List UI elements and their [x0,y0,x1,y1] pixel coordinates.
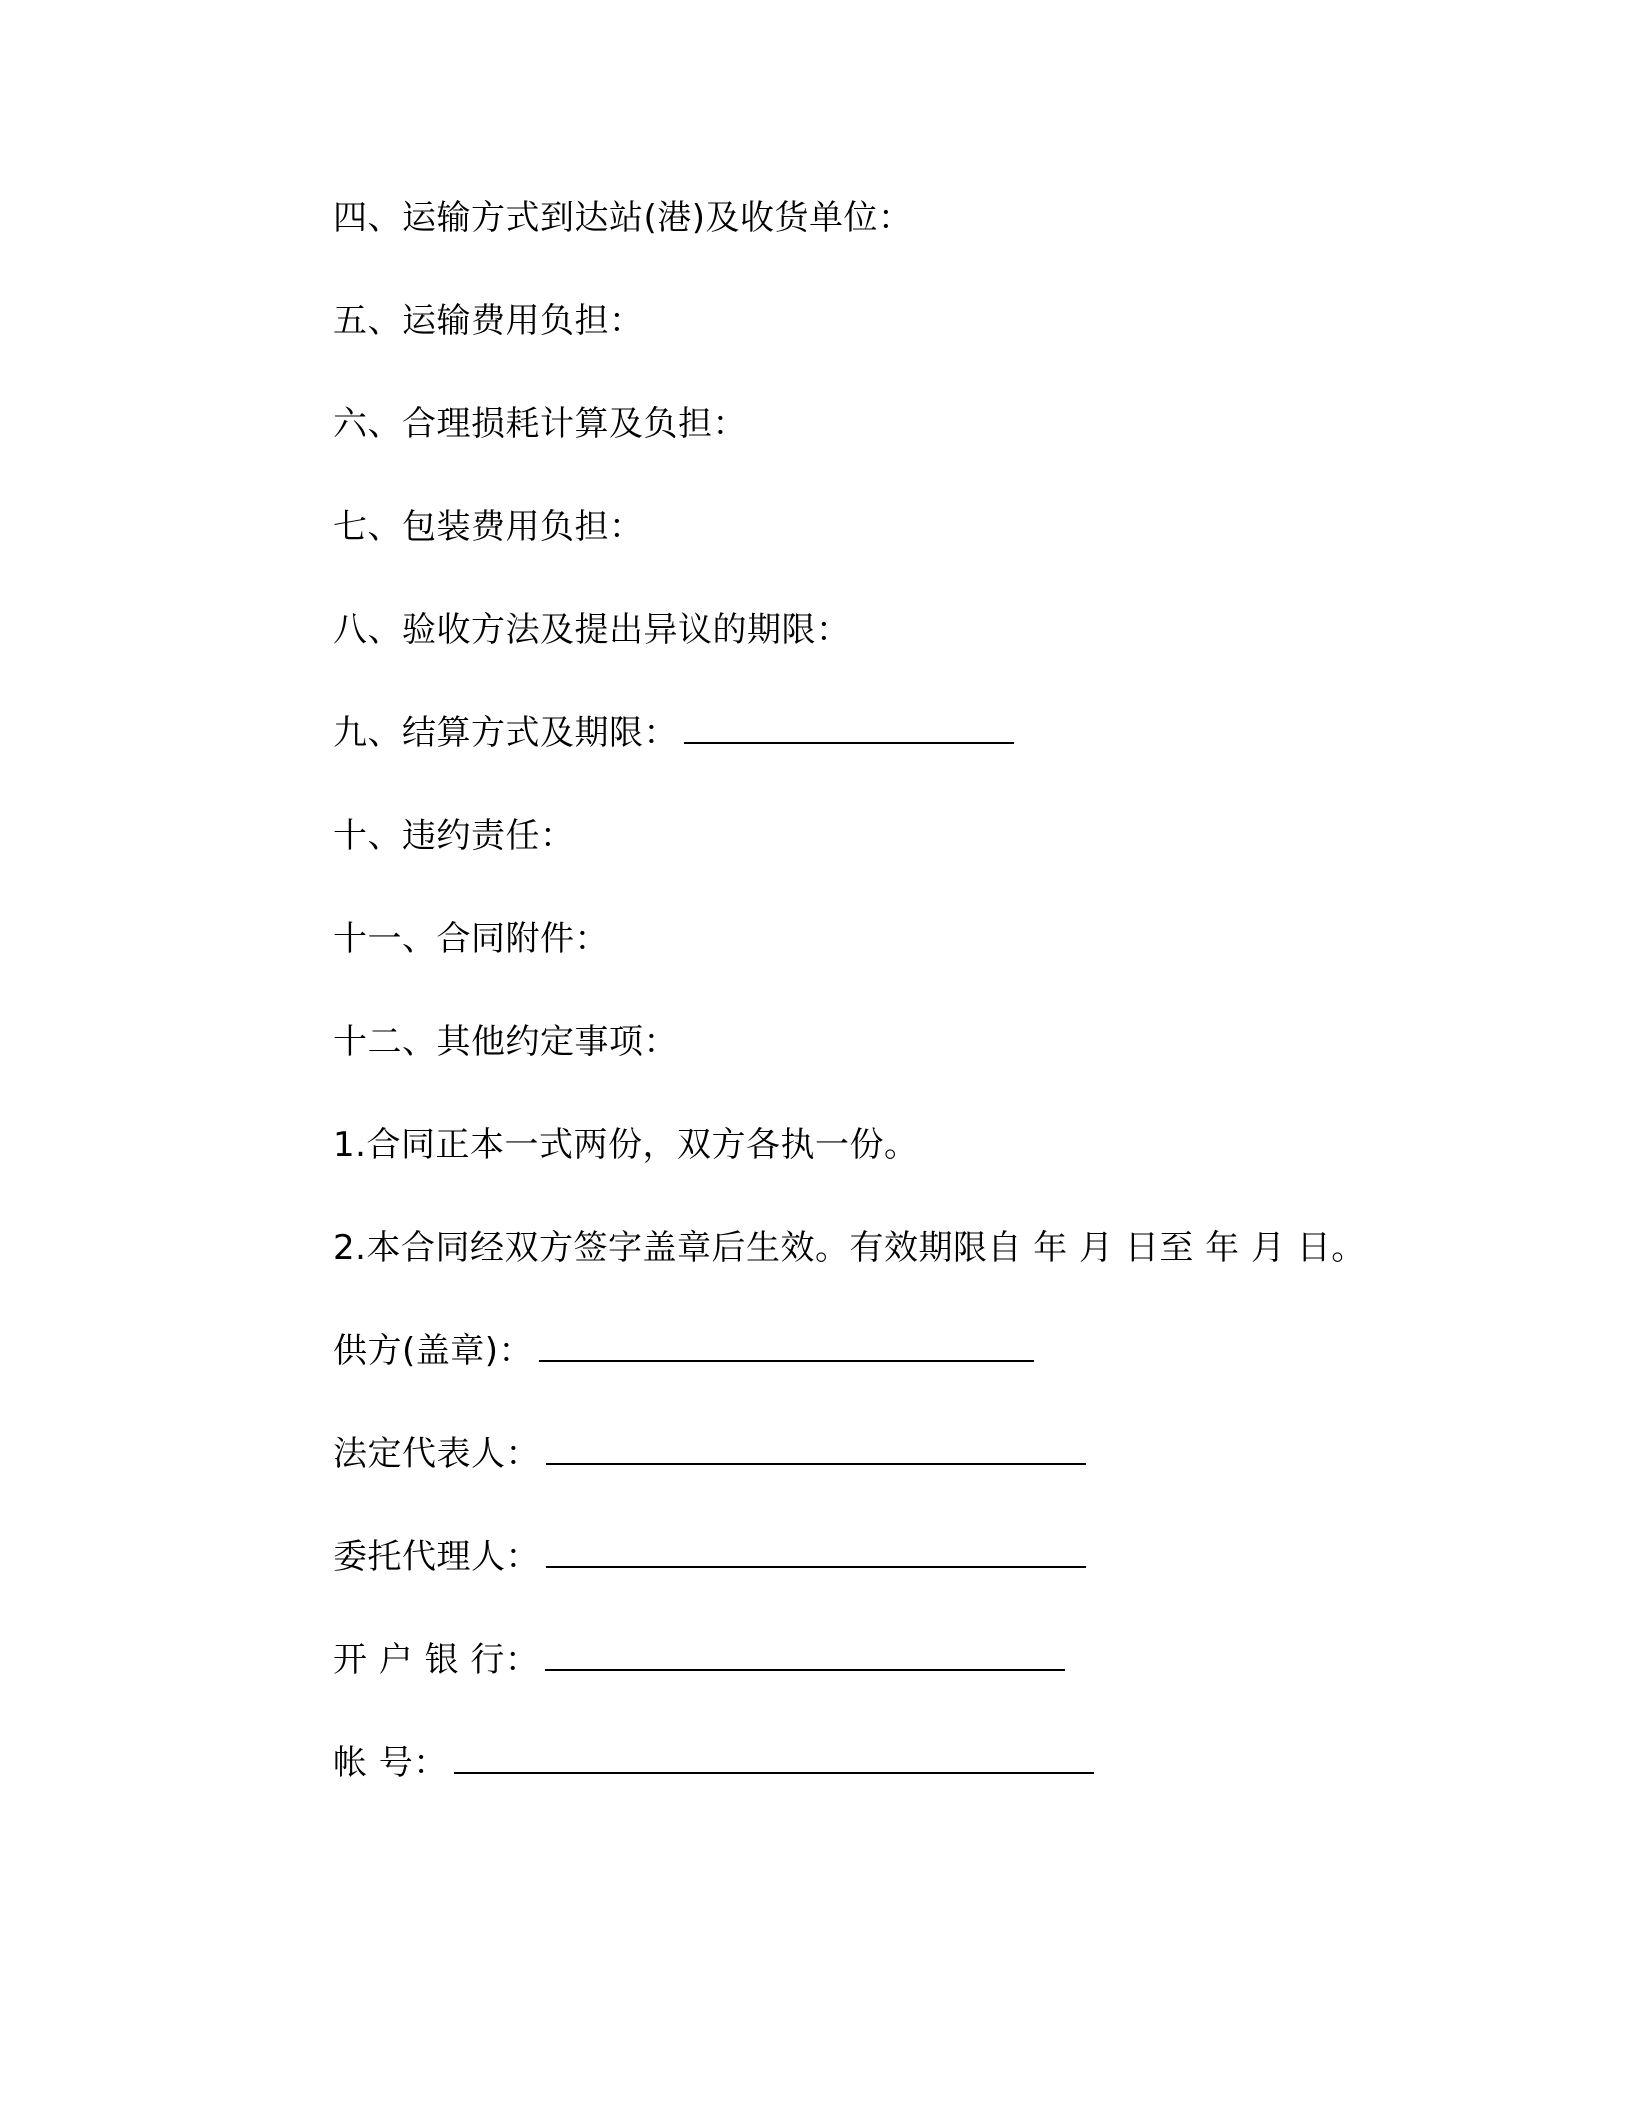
signature-supplier [333,1321,1034,1381]
clause-text: 六、合理损耗计算及负担： [333,404,747,444]
clause-text: 九、结算方式及期限： [333,713,678,753]
field-label: 开 户 银 行： [333,1640,540,1680]
signature-authorized-agent [333,1527,1086,1587]
clause-text: 八、验收方法及提出异议的期限： [333,610,851,650]
bank-blank[interactable] [545,1643,1065,1671]
field-label: 帐 号： [333,1743,448,1783]
clause-liability [333,806,575,866]
account-number-blank[interactable] [454,1746,1094,1774]
clause-other-matters [333,1012,678,1072]
field-label: 供方(盖章)： [333,1331,534,1371]
clause-text: 十、违约责任： [333,816,575,856]
clause-text: 1.合同正本一式两份，双方各执一份。 [333,1125,919,1165]
clause-text: 四、运输方式到达站(港)及收货单位： [333,198,913,238]
settlement-blank[interactable] [684,716,1014,744]
other-matter-1 [333,1115,918,1175]
field-label: 法定代表人： [333,1434,540,1474]
clause-text: 五、运输费用负担： [333,301,644,341]
clause-attachments [333,909,609,969]
clause-acceptance-method [333,600,851,660]
signature-account-number [333,1733,1094,1793]
clause-text: 2.本合同经双方签字盖章后生效。有效期限自 年 月 日至 年 月 日。 [333,1228,1366,1268]
other-matter-2 [333,1218,1366,1278]
signature-bank [333,1630,1065,1690]
supplier-seal-blank[interactable] [539,1334,1034,1362]
clause-text: 七、包装费用负担： [333,507,644,547]
clause-transport-method [333,188,913,248]
field-label: 委托代理人： [333,1537,540,1577]
legal-representative-blank[interactable] [546,1437,1086,1465]
authorized-agent-blank[interactable] [546,1540,1086,1568]
clause-text: 十二、其他约定事项： [333,1022,678,1062]
signature-legal-representative [333,1424,1086,1484]
clause-transport-cost [333,291,644,351]
clause-settlement [333,703,1014,763]
clause-text: 十一、合同附件： [333,919,609,959]
clause-loss-calculation [333,394,747,454]
clause-packaging-cost [333,497,644,557]
